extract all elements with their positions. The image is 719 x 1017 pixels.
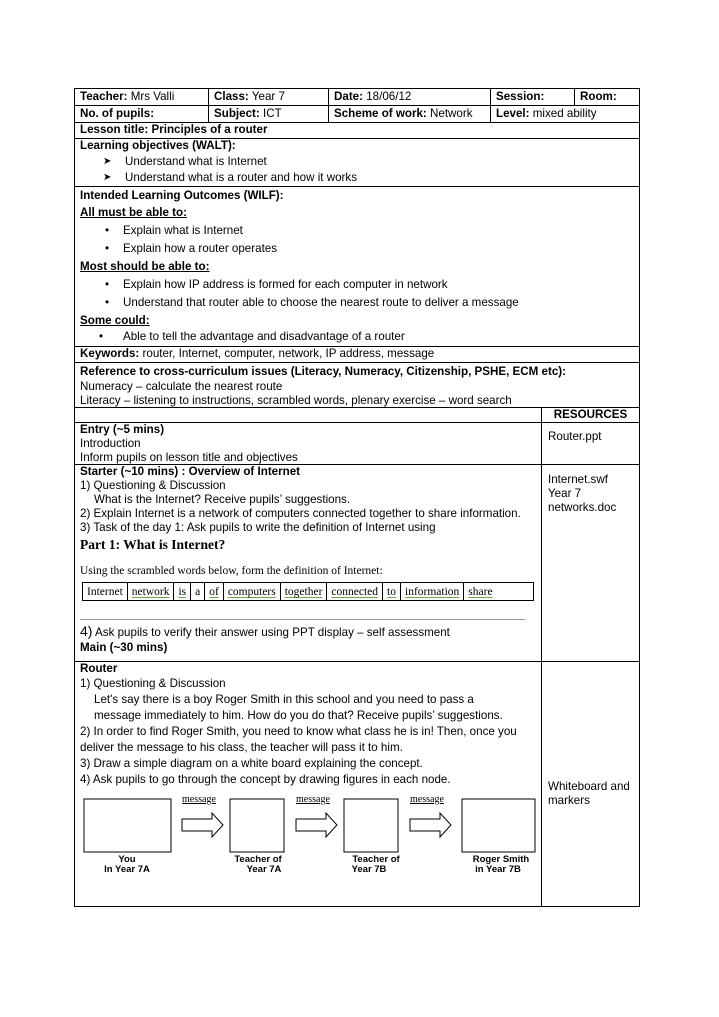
main-section: Router 1) Questioning & Discussion Let's say there is a boy Roger Smith in this school and you need to pass a message immediately to him. How do you do that? Receive pupils’ suggestions. 2) In order to find Roger Smith, you need to know what class he is in! Then, once you deliver the message to his class, the teacher will pass it to him. 3) Draw a simple diagram on a white board explaining the concept. 4) Ask pupils to go through the concept by drawing figures in each node. message message message You In Year 7A Teacher of Year 7A Teacher of Year 7B Roger Smith in Year 7B Whiteboard and markers [74, 662, 640, 907]
scrambled-word: is [174, 583, 191, 600]
entry-section: Entry (~5 mins) Introduction Inform pupils on lesson title and objectives Router.ppt [74, 423, 640, 465]
header-row-1 [74, 88, 640, 106]
scramble-instruction: Using the scrambled words below, form the definition of Internet: [80, 565, 383, 577]
lesson-plan [74, 88, 640, 907]
scrambled-word: of [205, 583, 224, 600]
main-title: Main (~30 mins) [80, 641, 168, 654]
node-label: In Year 7A [104, 864, 150, 872]
entry-resource: Router.ppt [548, 430, 602, 443]
keywords-row: Keywords: router, Internet, computer, network, IP address, message [74, 347, 640, 363]
scheme-cell: Scheme of work: Network [329, 106, 491, 122]
node-label: Roger Smith [472, 854, 530, 865]
scrambled-word: information [401, 583, 464, 600]
walt-item: ➤ Understand what is a router and how it works [80, 170, 639, 187]
scrambled-word: computers [224, 583, 281, 600]
wilf-heading: Intended Learning Outcomes (WILF): [80, 189, 284, 202]
room-cell: Room: [580, 90, 617, 103]
level-cell: Level: mixed ability [496, 107, 597, 120]
walt-item: ➤ Understand what is Internet [80, 154, 639, 171]
starter-line-4: Ask pupils to verify their answer using PPT display – self assessment [95, 626, 450, 639]
entry-title: Entry (~5 mins) [80, 423, 165, 436]
node-label: Year 7A [246, 864, 282, 872]
arrow-label: message [182, 794, 216, 805]
scrambled-words-box [82, 582, 534, 601]
answer-line [80, 619, 525, 620]
arrow-label: message [410, 794, 444, 805]
arrow-bullet-icon: ➤ [103, 172, 112, 183]
date-cell: Date: 18/06/12 [329, 89, 491, 105]
subject-cell: Subject: ICT [209, 106, 329, 122]
main-resource: markers [548, 794, 590, 807]
cross-numeracy: Numeracy – calculate the nearest route [80, 379, 283, 393]
class-cell: Class: Year 7 [209, 89, 329, 105]
session-cell: Session: [491, 89, 575, 105]
resources-header-row [74, 408, 640, 423]
node-label: You [118, 854, 136, 865]
arrow-label: message [296, 794, 330, 805]
cross-heading: Reference to cross-curriculum issues (Literacy, Numeracy, Citizenship, PSHE, ECM etc): [80, 365, 567, 378]
walt-section [74, 139, 640, 187]
wilf-item: • Explain how a router operates [105, 242, 278, 255]
wilf-item: • Able to tell the advantage and disadvantage of a router [99, 330, 405, 343]
main-resource: Whiteboard and [548, 780, 630, 793]
scrambled-word: to [383, 583, 401, 600]
resources-heading: RESOURCES [553, 408, 628, 421]
cross-curriculum [74, 363, 640, 408]
node-label: in Year 7B [475, 864, 521, 872]
starter-section: Starter (~10 mins) : Overview of Internet 1) Questioning & Discussion What is the Internet? Receive pupils’ suggestions. 2) Explain Internet is a network of computers connected together to share information. 3) Task of the day 1: Ask pupils to write the definition of Internet using Part 1: What is Internet? Using the scrambled words below, form the definition of Internet: Internet network is a of computers together connected to information share 4) Ask pupils to verify their answer using PPT display – self assessment Main (~30 mins) Internet.swf Year 7 networks.doc [74, 465, 640, 662]
node-roger [462, 799, 535, 852]
node-label: Teacher of [352, 854, 400, 865]
header-row-2 [74, 106, 640, 123]
pupils-cell: No. of pupils: [75, 106, 209, 122]
scrambled-word: network [128, 583, 175, 600]
node-label: Teacher of [234, 854, 282, 865]
node-label: Year 7B [351, 864, 387, 872]
node-teacher-7b [344, 799, 398, 852]
wilf-most-heading: Most should be able to: [80, 260, 210, 273]
arrow-bullet-icon: ➤ [103, 155, 112, 167]
scrambled-word: together [281, 583, 328, 600]
scrambled-word: a [191, 583, 205, 600]
node-teacher-7a [230, 799, 284, 852]
part-1-title: Part 1: What is Internet? [80, 537, 226, 552]
lesson-title: Lesson title: Principles of a router [74, 123, 640, 139]
wilf-item: • Explain what is Internet [105, 224, 243, 237]
arrow-right-icon [182, 813, 223, 837]
wilf-item: • Understand that router able to choose the nearest route to deliver a message [105, 296, 519, 309]
starter-title: Starter (~10 mins) : Overview of Internet [80, 465, 301, 478]
walt-heading: Learning objectives (WALT): [80, 139, 236, 152]
wilf-item: • Explain how IP address is formed for each computer in network [105, 278, 448, 291]
wilf-section [74, 187, 640, 347]
arrow-right-icon [296, 813, 337, 837]
wilf-all-heading: All must be able to: [80, 206, 187, 219]
scrambled-word: Internet [83, 583, 128, 600]
router-diagram [80, 790, 540, 872]
scrambled-word: share [468, 586, 493, 598]
cross-literacy: Literacy – listening to instructions, scrambled words, plenary exercise – word search [80, 394, 512, 407]
scrambled-word: connected [327, 583, 383, 600]
wilf-some-heading: Some could: [80, 314, 150, 327]
arrow-right-icon [410, 813, 451, 837]
starter-resource: networks.doc [548, 501, 617, 514]
starter-resource: Year 7 [548, 487, 582, 500]
main-subtitle: Router [80, 662, 118, 675]
starter-resource: Internet.swf [548, 473, 608, 486]
teacher-cell: Teacher: Mrs Valli [75, 89, 209, 105]
node-you [84, 799, 171, 852]
